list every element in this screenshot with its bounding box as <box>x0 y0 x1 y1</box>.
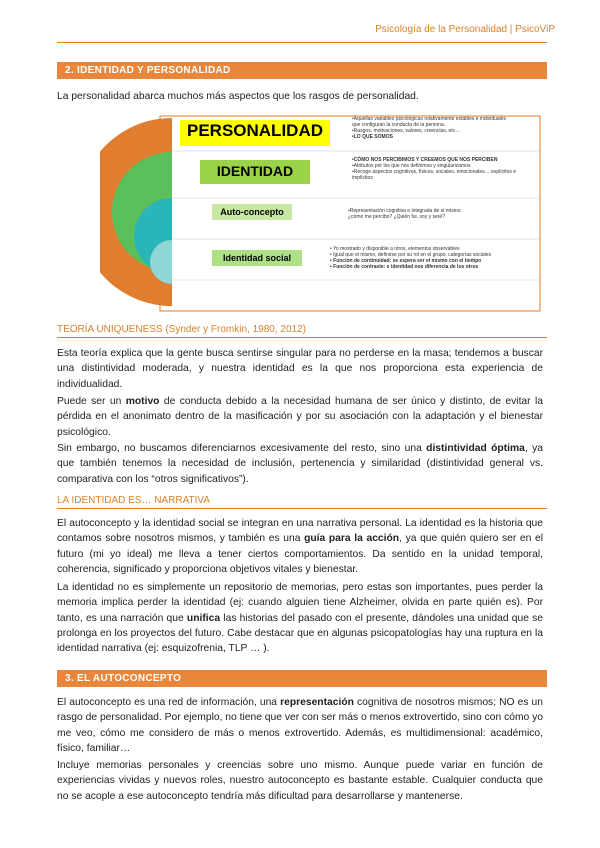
running-header: Psicología de la Personalidad | PsicoViP <box>375 24 555 35</box>
text-run: Sin embargo, no buscamos diferenciarnos excesivamente del resto, sino una <box>57 443 427 454</box>
label-personalidad: PERSONALIDAD <box>186 121 323 140</box>
theory-paragraph-2 <box>57 394 543 440</box>
desc-line: • Yo mostrado y disponible a otros, elementos observables <box>330 246 460 252</box>
text-run: las historias del pasado con el presente, dándoles una unidad que se prolonga en los proyectos del futuro. Cabe destacar que en algunas psicopatologías hay una ruptura en la identidad narrativa (ej: esquizofrenia, TLP … ). <box>57 612 544 655</box>
desc-identidad-social <box>330 246 530 270</box>
desc-autoconcepto <box>348 208 523 220</box>
label-autoconcepto: Auto-concepto <box>220 207 284 217</box>
theory-paragraph-1: Esta teoría explica que la gente busca sentirse singular para no perderse en la masa; tendemos a buscar una distintividad moderada, y nuestra identidad es la que nos proporciona esta experiencia de individualidad. <box>57 348 543 390</box>
narrative-paragraph-2 <box>57 580 543 656</box>
desc-line: • Igual que el mismo, definirse por su rol en el grupo, categorías sociales <box>330 252 492 258</box>
desc-line: •Atributos por los que nos definimos y singularizamos <box>352 163 471 169</box>
section-3-paragraph-1 <box>57 695 543 756</box>
text-run: El autoconcepto y la identidad social se integran en una narrativa personal. La identidad es la historia que contamos sobre nosotros mismos, y también es una <box>57 518 543 545</box>
text-run: de conducta debido a la necesidad humana de ser único y distinto, de evitar la pérdida en el anonimato dentro de la masificación y por su asociación con la adaptación y el bienestar psicológico. <box>57 396 543 438</box>
text-run: Puede ser un <box>57 396 126 407</box>
personality-diagram <box>100 112 546 312</box>
desc-line: •Rasgos, motivaciones, valores, creencias, etc… <box>352 128 461 134</box>
theory-title: TEORÍA UNIQUENESS (Synder y Fromkin, 1980, 2012) <box>57 324 547 338</box>
text-run: , ya que quién quiero ser en el futuro (mi yo ideal) me lleva a tener ciertos comportamientos. Da sentido en la unidad temporal, coherencia, significado y proporciona objetivos vitales y bienestar. <box>57 533 543 575</box>
text-run: , ya que también tenemos la necesidad de inclusión, pertenencia y similaridad (distintividad general vs. comparativa con los “otros significativos”). <box>57 443 543 485</box>
desc-line: •CÓMO NOS PERCIBIMOS Y CREEMOS QUE NOS PERCIBEN <box>352 157 498 163</box>
narrative-paragraph-1 <box>57 516 543 577</box>
section-2-title: 2. IDENTIDAD Y PERSONALIDAD <box>57 62 547 79</box>
desc-personalidad <box>352 116 512 140</box>
text-run: La identidad no es simplemente un repositorio de memorias, pero estas son importantes, pues perder la memoria implica perder la identidad (ej: cuando alguien tiene Alzheimer, olvida en parte quién es). Por tanto, es una narración que <box>57 582 543 624</box>
header-rule <box>57 42 547 43</box>
text-run: El autoconcepto es una red de información, una <box>57 697 281 708</box>
text-bold: representación <box>280 697 354 708</box>
section-3-paragraph-2: Incluye memorias personales y creencias sobre uno mismo. Aunque puede variar en función de experiencias vividas y nuevos roles, nuestro autoconcepto es bastante estable. Cualquier conducta que no se acople a ese autoconcepto tendría más dificultad para desarrollarse y mantenerse. <box>57 760 543 802</box>
desc-line: •Aquellas variables psicológicas relativamente estables e individuales que configuran la conducta de la persona. <box>352 116 507 128</box>
narrative-title: LA IDENTIDAD ES… NARRATIVA <box>57 495 547 509</box>
desc-line: •LO QUE SOMOS <box>352 134 393 140</box>
desc-line: •Recoge aspectos cognitivos, físicos, sociales, emocionales… explícitos e implícitos <box>352 169 517 181</box>
text-bold: guía para la acción <box>304 533 400 545</box>
desc-line: • Función de contraste: e identidad nos diferencia de los otros <box>330 264 479 270</box>
theory-paragraph-3 <box>57 441 543 487</box>
desc-line: ¿cómo me percibo? ¿Quién fui, soy y seré? <box>348 214 445 220</box>
desc-identidad <box>352 157 527 181</box>
label-identidad-social: Identidad social <box>222 253 291 263</box>
desc-line: • Función de continuidad: se espera ser el mismo con el tiempo <box>330 258 482 264</box>
desc-line: •Representación cognitiva e integrada de sí mismo <box>348 208 461 214</box>
text-bold: motivo <box>125 396 160 407</box>
text-bold: distintividad óptima <box>426 443 525 454</box>
section-2-intro: La personalidad abarca muchos más aspectos que los rasgos de personalidad. <box>57 91 419 102</box>
text-run: cognitiva de nosotros mismos; NO es un rasgo de personalidad. Por ejemplo, no tiene que ver con ser más o menos extrovertido, sino con cómo yo me veo, cómo me considero de más o menos extrovertido. Además, es multidimensional: académico, físico, familiar… <box>57 697 543 754</box>
section-3-title: 3. EL AUTOCONCEPTO <box>57 670 547 687</box>
text-bold: unifica <box>186 612 221 624</box>
label-identidad: IDENTIDAD <box>216 163 294 179</box>
